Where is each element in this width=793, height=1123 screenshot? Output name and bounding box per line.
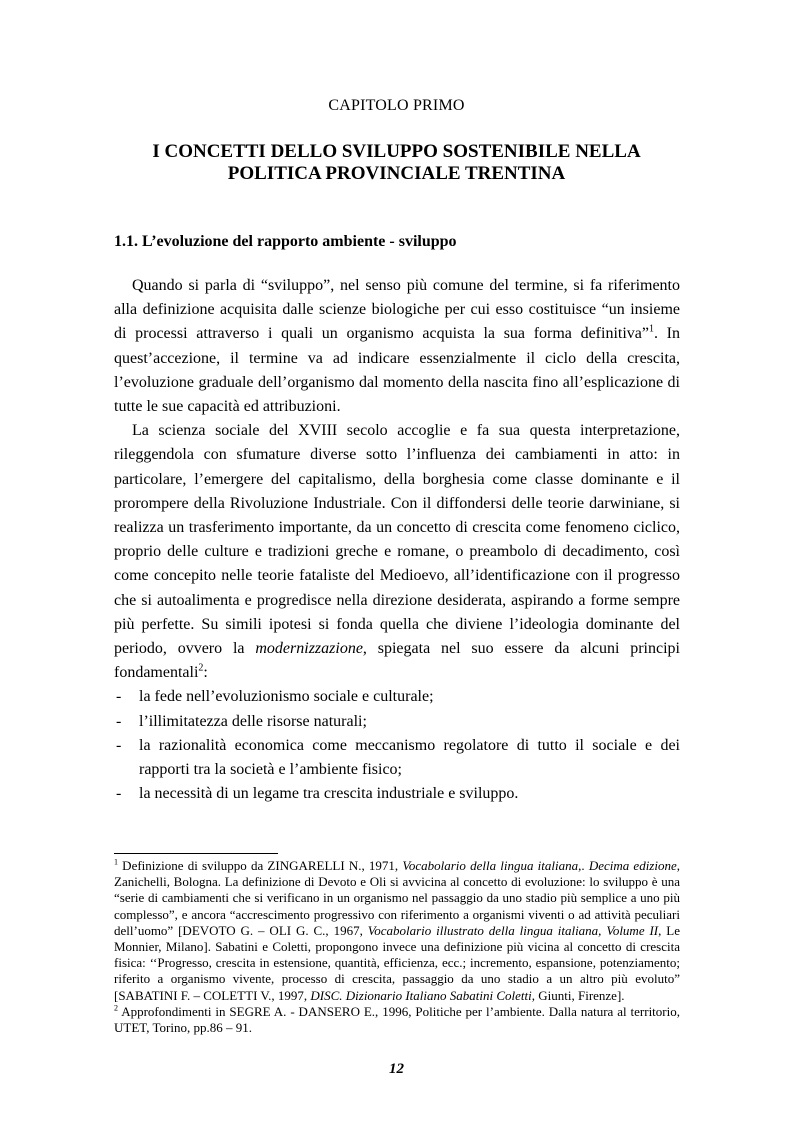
footnote-ref-2: 2 — [198, 662, 204, 674]
paragraph-1-text: Quando si parla di “sviluppo”, nel senso più comune del termine, si fa riferimento alla definizione acquisita dalle scienze biologiche per cui esso costituisce “un insieme di processi attraverso i quali un organismo acquista la sua forma definitiva” — [114, 277, 680, 343]
list-bullet: - — [116, 785, 122, 803]
footnote-1-italic: Vocabolario della lingua italiana — [402, 858, 579, 873]
list-bullet: - — [116, 736, 122, 754]
footnote-2-text: Approfondimenti in SEGRE A. - DANSERO E., 1996, Politiche per l’ambiente. Dalla natura al territorio, UTET, Torino, pp.86 – 91. — [114, 1003, 680, 1036]
paragraph-2-emphasis: modernizzazione — [255, 640, 363, 658]
footnote-2-number: 2 — [114, 1003, 118, 1013]
footnote-1-italic: DISC. Dizionario Italiano Sabatini Coletti — [310, 987, 532, 1003]
chapter-title — [100, 141, 693, 185]
footnote-separator — [114, 853, 278, 854]
list-bullet: - — [116, 688, 122, 706]
footnote-1-text: Definizione di sviluppo da ZINGARELLI N., 1971, — [118, 858, 403, 873]
list-item — [114, 685, 680, 709]
paragraph-1 — [114, 274, 680, 419]
footnote-1-text: , Le Monnier, Milano]. Sabatini e Coletti, propongono invece una definizione più vicina al concetto di crescita fisica: ‘‘Progresso, crescita in estensione, quantità, efficienza, ecc.; incremento, espansione, potenziamento; riferito a organismo vivente, processo di crescita, passaggio da uno stadio a un altro più evoluto” [SABATINI F. – COLETTI V., 1997, — [114, 922, 680, 1003]
list-item-text: la razionalità economica come meccanismo regolatore di tutto il sociale e dei rapporti tra la società e l’ambiente fisico; — [139, 736, 680, 779]
paragraph-2-text-after: , spiegata nel suo essere da alcuni principi fondamentali — [114, 640, 680, 682]
list-item-text: la necessità di un legame tra crescita industriale e sviluppo. — [139, 785, 519, 803]
paragraph-1-text-after: . In quest’accezione, il termine va ad indicare essenzialmente il ciclo della crescita, l’evoluzione graduale dell’organismo dal momento della nascita fino all’esplicazione di tutte le sue capacità ed attribuzioni. — [114, 325, 681, 416]
chapter-title-line-1: I CONCETTI DELLO SVILUPPO SOSTENIBILE NELLA — [152, 141, 641, 162]
principles-list — [114, 685, 680, 806]
footnote-1-number: 1 — [114, 857, 118, 867]
page-number: 12 — [389, 1061, 404, 1077]
footnote-1-italic: Vocabolario illustrato della lingua italiana, Volume II — [367, 922, 659, 938]
footnotes — [114, 858, 680, 1036]
list-bullet: - — [116, 712, 122, 730]
footnote-1-text: ,. — [578, 858, 589, 873]
paragraph-2 — [114, 419, 680, 685]
section-title: 1.1. L’evoluzione del rapporto ambiente - sviluppo — [114, 233, 457, 250]
footnote-1-text: , Giunti, Firenze]. — [531, 987, 625, 1003]
list-item-text: la fede nell’evoluzionismo sociale e culturale; — [139, 688, 434, 706]
paragraph-2-text: La scienza sociale del XVIII secolo accoglie e fa sua questa interpretazione, rileggendola con sfumature diverse sotto l’influenza dei cambiamenti in atto: in particolare, l’emergere del capitalismo, della borghesia come classe dominante e il prorompere della Rivoluzione Industriale. Con il diffondersi delle teorie darwiniane, si realizza un trasferimento importante, da un concetto di crescita come fenomeno ciclico, proprio delle culture e tradizioni greche e romane, o preambolo di decadimento, così come concepito nelle teorie fataliste del Medioevo, all’identificazione con il progresso che si autoalimenta e progredisce nella direzione desiderata, aspirando a forme sempre più perfette. Su simili ipotesi si fonda quella che diviene l’ideologia dominante del periodo, ovvero la — [114, 422, 680, 658]
list-item-text: l’illimitatezza delle risorse naturali; — [139, 712, 367, 730]
list-item — [114, 734, 680, 782]
footnote-1-italic: Decima edizione — [588, 858, 677, 873]
list-item — [114, 710, 680, 734]
footnote-1-text: , Zanichelli, Bologna. La definizione di Devoto e Oli si avvicina al concetto di evoluzione: lo sviluppo è una “serie di cambiamenti che si verificano in un organismo nel passaggio da uno stadio più semplice a uno più complesso”, e ancora “accrescimento progressivo con riferimento a organismi viventi o ad attività peculiari dell’uomo” [DEVOTO G. – OLI G. C., 1967, — [114, 858, 680, 938]
body-text — [114, 274, 680, 806]
footnote-2 — [114, 1004, 680, 1036]
paragraph-2-colon: : — [203, 664, 208, 682]
chapter-label: CAPITOLO PRIMO — [328, 97, 465, 114]
chapter-title-line-2: POLITICA PROVINCIALE TRENTINA — [227, 163, 566, 184]
list-item — [114, 782, 680, 806]
footnote-ref-1: 1 — [649, 324, 654, 336]
footnote-1 — [114, 858, 680, 1004]
